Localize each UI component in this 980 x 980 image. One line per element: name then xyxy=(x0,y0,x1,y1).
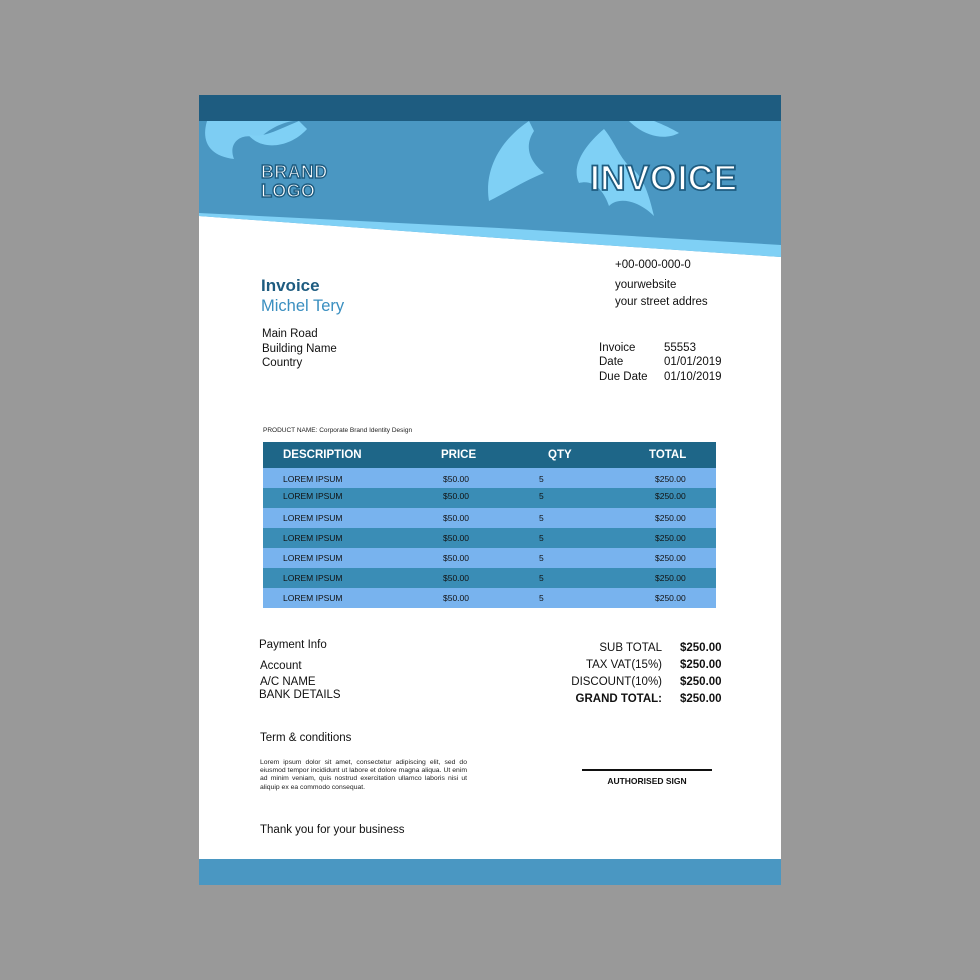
column-header-qty: QTY xyxy=(548,449,572,461)
brand-logo-line1: BRAND xyxy=(261,162,328,182)
table-row xyxy=(263,548,716,568)
row-total: $250.00 xyxy=(655,553,686,563)
discount-value: $250.00 xyxy=(680,676,722,688)
row-total: $250.00 xyxy=(655,491,686,501)
row-price: $50.00 xyxy=(443,491,469,501)
row-description: LOREM IPSUM xyxy=(283,491,343,501)
meta-label-date: Date xyxy=(599,356,624,368)
signature-line xyxy=(582,769,712,771)
payment-line-account: Account xyxy=(260,660,302,672)
row-qty: 5 xyxy=(539,553,544,563)
signature-label: AUTHORISED SIGN xyxy=(607,776,687,786)
company-phone: +00-000-000-0 xyxy=(615,259,691,271)
table-row xyxy=(263,568,716,588)
row-qty: 5 xyxy=(539,513,544,523)
row-description: LOREM IPSUM xyxy=(283,553,343,563)
thank-you-note: Thank you for your business xyxy=(260,824,405,836)
discount-label: DISCOUNT(10%) xyxy=(571,676,662,688)
top-bar xyxy=(199,95,781,121)
row-qty: 5 xyxy=(539,573,544,583)
table-row xyxy=(263,468,716,488)
row-qty: 5 xyxy=(539,474,544,484)
client-address-line: Building Name xyxy=(262,343,337,355)
row-total: $250.00 xyxy=(655,593,686,603)
sub-total-label: SUB TOTAL xyxy=(599,642,662,654)
terms-text: Lorem ipsum dolor sit amet, consectetur adipiscing elit, sed do eiusmod tempor incididunt ut labore et dolore magna aliqua. Ut enim ad minim veniam, quis nostrud exercitation ullamco laboris nisi ut aliquip ex ea commodo consequat. xyxy=(260,759,467,791)
tax-vat-value: $250.00 xyxy=(680,659,722,671)
row-price: $50.00 xyxy=(443,553,469,563)
row-description: LOREM IPSUM xyxy=(283,593,343,603)
grand-total-label: GRAND TOTAL: xyxy=(575,693,662,705)
payment-info-title: Payment Info xyxy=(259,639,327,651)
row-qty: 5 xyxy=(539,491,544,501)
row-total: $250.00 xyxy=(655,573,686,583)
row-price: $50.00 xyxy=(443,513,469,523)
tax-vat-label: TAX VAT(15%) xyxy=(585,659,662,671)
payment-line-bank-details: BANK DETAILS xyxy=(259,689,341,701)
row-description: LOREM IPSUM xyxy=(283,573,343,583)
table-row xyxy=(263,508,716,528)
bottom-bar xyxy=(199,859,781,885)
client-heading: Invoice xyxy=(261,276,320,295)
invoice-title: INVOICE xyxy=(590,159,738,198)
meta-label-invoice: Invoice xyxy=(599,342,636,354)
brand-logo-line2: LOGO xyxy=(261,181,316,201)
row-description: LOREM IPSUM xyxy=(283,533,343,543)
row-total: $250.00 xyxy=(655,513,686,523)
column-header-total: TOTAL xyxy=(649,449,687,461)
terms-title: Term & conditions xyxy=(260,732,352,744)
row-price: $50.00 xyxy=(443,533,469,543)
table-row xyxy=(263,488,716,508)
meta-value-due-date: 01/10/2019 xyxy=(664,371,722,383)
table-row xyxy=(263,528,716,548)
column-header-description: DESCRIPTION xyxy=(283,449,362,461)
client-address-line: Country xyxy=(262,357,303,369)
row-qty: 5 xyxy=(539,533,544,543)
column-header-price: PRICE xyxy=(441,449,477,461)
client-name: Michel Tery xyxy=(261,297,345,315)
row-total: $250.00 xyxy=(655,533,686,543)
client-address-line: Main Road xyxy=(262,328,318,340)
row-price: $50.00 xyxy=(443,474,469,484)
meta-label-due-date: Due Date xyxy=(599,371,648,383)
company-street: your street addres xyxy=(615,296,708,308)
row-total: $250.00 xyxy=(655,474,686,484)
company-website: yourwebsite xyxy=(615,279,677,291)
product-name: PRODUCT NAME: Corporate Brand Identity Design xyxy=(263,427,413,434)
brand-logo xyxy=(261,163,328,201)
meta-value-invoice: 55553 xyxy=(664,342,696,354)
meta-value-date: 01/01/2019 xyxy=(664,356,722,368)
grand-total-value: $250.00 xyxy=(680,693,722,705)
row-price: $50.00 xyxy=(443,593,469,603)
invoice-page xyxy=(199,95,781,885)
row-description: LOREM IPSUM xyxy=(283,474,343,484)
sub-total-value: $250.00 xyxy=(680,642,722,654)
table-header xyxy=(263,442,716,468)
row-description: LOREM IPSUM xyxy=(283,513,343,523)
table-row xyxy=(263,588,716,608)
payment-line-ac-name: A/C NAME xyxy=(260,676,316,688)
row-qty: 5 xyxy=(539,593,544,603)
row-price: $50.00 xyxy=(443,573,469,583)
